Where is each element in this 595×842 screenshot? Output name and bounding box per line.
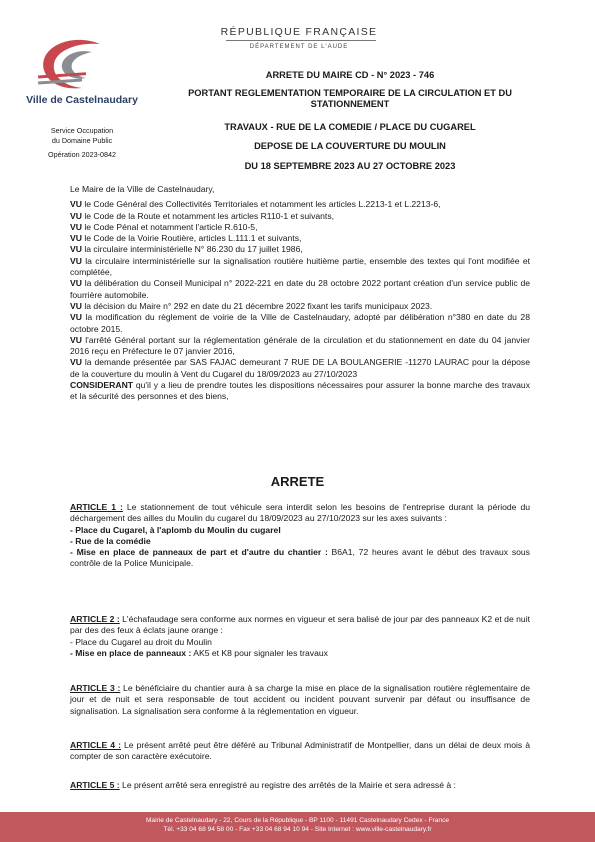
preamble-item: [70, 256, 530, 279]
preamble-item-text: qu'il y a lieu de prendre toutes les dispositions nécessaires pour assurer la bonne marche des travaux et la sécurité des personnes et des biens,: [70, 380, 530, 402]
city-name: Ville de Castelnaudary: [26, 94, 138, 106]
preamble-item: [70, 357, 530, 380]
preamble-item-keyword: VU: [70, 334, 82, 345]
republic-heading: RÉPUBLIQUE FRANÇAISE: [220, 26, 378, 38]
article-5-text: Le présent arrêté sera enregistré au registre des arrêtés de la Mairie et sera adressé à :: [119, 780, 456, 790]
works-dates: DU 18 SEPTEMBRE 2023 AU 27 OCTOBRE 2023: [244, 161, 456, 171]
article-3: [70, 683, 530, 717]
works-title: TRAVAUX - RUE DE LA COMEDIE / PLACE DU CUGAREL: [224, 122, 476, 132]
footer-line-2: Tél. +33 04 68 94 58 00 - Fax +33 04 68 94 10 94 - Site Internet : www.ville-castelnaudary.fr: [163, 826, 432, 833]
article-1-bullet-3-text: B6A1, 72 heures avant le début des travaux sous contrôle de la Police Municipale.: [70, 547, 530, 569]
article-2-bullet-2-text: AK5 et K8 pour signaler les travaux: [191, 647, 328, 658]
article-1: [70, 502, 530, 570]
article-4: [70, 740, 530, 763]
article-2-text: L'échafaudage sera conforme aux normes en vigueur et sera balisé de jour par des panneaux K2 et de nuit par des des feux à éclats jaune orange :: [70, 614, 531, 636]
subject-line-1: PORTANT REGLEMENTATION TEMPORAIRE DE LA CIRCULATION ET DU: [188, 88, 512, 98]
article-2: [70, 614, 530, 659]
article-3-label: ARTICLE 3 :: [70, 683, 121, 693]
preamble-list: [70, 199, 530, 402]
preamble-item: [70, 222, 530, 233]
preamble-item-text: le Code de la Voirie Routière, articles L.111.1 et suivants,: [81, 233, 302, 244]
preamble-intro: Le Maire de la Ville de Castelnaudary,: [70, 184, 215, 194]
preamble: [70, 184, 530, 403]
preamble-item-text: le Code Général des Collectivités Territoriales et notamment les articles L.2213-1 et L.2213-6,: [81, 199, 441, 210]
subject-line-2: STATIONNEMENT: [310, 99, 390, 109]
preamble-item-keyword: VU: [70, 221, 82, 232]
preamble-item-keyword: VU: [70, 233, 82, 244]
preamble-item: [70, 199, 530, 210]
preamble-item-text: la circulaire interministérielle sur la signalisation routière huitième partie, ensemble des textes qui l'ont modifiée et complétée,: [70, 255, 530, 278]
decree-number: ARRETE DU MAIRE CD - N° 2023 - 746: [265, 70, 435, 80]
service-line-1: Service Occupation: [50, 126, 114, 135]
service-line-2: du Domaine Public: [51, 136, 113, 145]
preamble-item: [70, 380, 530, 403]
preamble-item-keyword: VU: [70, 210, 82, 221]
preamble-item-keyword: CONSIDERANT: [70, 380, 134, 391]
service-block: [20, 126, 144, 160]
works-subtitle: DEPOSE DE LA COUVERTURE DU MOULIN: [254, 141, 446, 151]
page-footer: [0, 812, 595, 842]
article-1-label: ARTICLE 1 :: [70, 502, 123, 512]
article-2-bullet-1: - Place du Cugarel au droit du Moulin: [70, 636, 212, 647]
preamble-item: [70, 335, 530, 358]
preamble-item-keyword: VU: [70, 357, 82, 368]
preamble-item-keyword: VU: [70, 278, 82, 289]
preamble-item-text: la circulaire interministérielle N° 86.230 du 17 juillet 1986,: [81, 244, 303, 255]
preamble-item-text: le Code Pénal et notamment l'article R.610-5,: [81, 221, 258, 232]
article-1-bullet-2: - Rue de la comédie: [70, 535, 151, 546]
preamble-item-keyword: VU: [70, 199, 82, 210]
footer-line-1: Mairie de Castelnaudary - 22, Cours de la République - BP 1100 - 11491 Castelnaudary Cedex - France: [145, 817, 450, 824]
article-2-bullet-2-bold: - Mise en place de panneaux :: [70, 647, 192, 658]
preamble-item-text: la délibération du Conseil Municipal n° 2022-221 en date du 28 octobre 2022 portant création d'un service public de fourrière automobile.: [70, 278, 530, 300]
preamble-item-text: la demande présentée par SAS FAJAC demeurant 7 RUE DE LA BOULANGERIE -11270 LAURAC pour la dépose de la couverture du moulin à Vent du Cugarel du 18/09/2023 au 27/10/2023: [70, 357, 530, 379]
arrete-heading: ARRETE: [270, 474, 325, 489]
preamble-item-text: le Code de la Route et notamment les articles R110-1 et suivants,: [81, 210, 335, 221]
preamble-item: [70, 312, 530, 335]
article-3-text: Le bénéficiaire du chantier aura à sa charge la mise en place de la signalisation routière réglementaire de jour et de nuit et sera responsable de tout accident ou incident pouvant survenir par défaut ou insuffisance de signalisation. La signalisation sera conforme à la réglementation en vigueur.: [70, 683, 531, 716]
preamble-item-text: la modification du règlement de voirie de la Ville de Castelnaudary, adopté par délibération n°380 en date du 28 octobre 2015.: [70, 312, 530, 334]
operation-line: [20, 150, 144, 160]
department-heading: DÉPARTEMENT DE L'AUDE: [249, 44, 349, 50]
republic-rule: [226, 40, 376, 41]
preamble-item: [70, 278, 530, 301]
article-2-label: ARTICLE 2 :: [70, 614, 120, 624]
preamble-item: [70, 244, 530, 255]
operation-number: 2023-0842: [81, 150, 116, 159]
preamble-item: [70, 233, 530, 244]
article-5-label: ARTICLE 5 :: [70, 780, 120, 790]
article-1-bullet-3-bold: - Mise en place de panneaux de part et d'autre du chantier :: [70, 547, 328, 558]
preamble-item-keyword: VU: [70, 244, 82, 255]
preamble-item-keyword: VU: [70, 255, 82, 266]
preamble-item-text: l'arrêté Général portant sur la réglementation générale de la circulation et du stationnement en date du 04 janvier 2016 reçu en Préfecture le 07 janvier 2016,: [70, 334, 530, 357]
article-1-bullet-1: - Place du Cugarel, à l'aplomb du Moulin du cugarel: [70, 524, 281, 535]
preamble-item: [70, 211, 530, 222]
article-1-text: Le stationnement de tout véhicule sera interdit selon les besoins de l'entreprise durant la période du déchargement des ailles du Moulin du cugarel du 18/09/2023 au 27/10/2023 sur les axes suivants :: [70, 502, 531, 524]
article-4-label: ARTICLE 4 :: [70, 740, 121, 750]
article-4-text: Le présent arrêté peut être déféré au Tribunal Administratif de Montpellier, dans un délai de deux mois à compter de son caractère exécutoire.: [70, 740, 531, 762]
decree-subject: [160, 88, 540, 110]
preamble-item-keyword: VU: [70, 312, 82, 323]
preamble-item-text: la décision du Maire n° 292 en date du 21 décembre 2022 fixant les tarifs municipaux 2023.: [81, 300, 433, 311]
operation-label: Opération: [48, 150, 80, 159]
preamble-item: [70, 301, 530, 312]
preamble-item-keyword: VU: [70, 300, 82, 311]
article-5: [70, 780, 530, 791]
